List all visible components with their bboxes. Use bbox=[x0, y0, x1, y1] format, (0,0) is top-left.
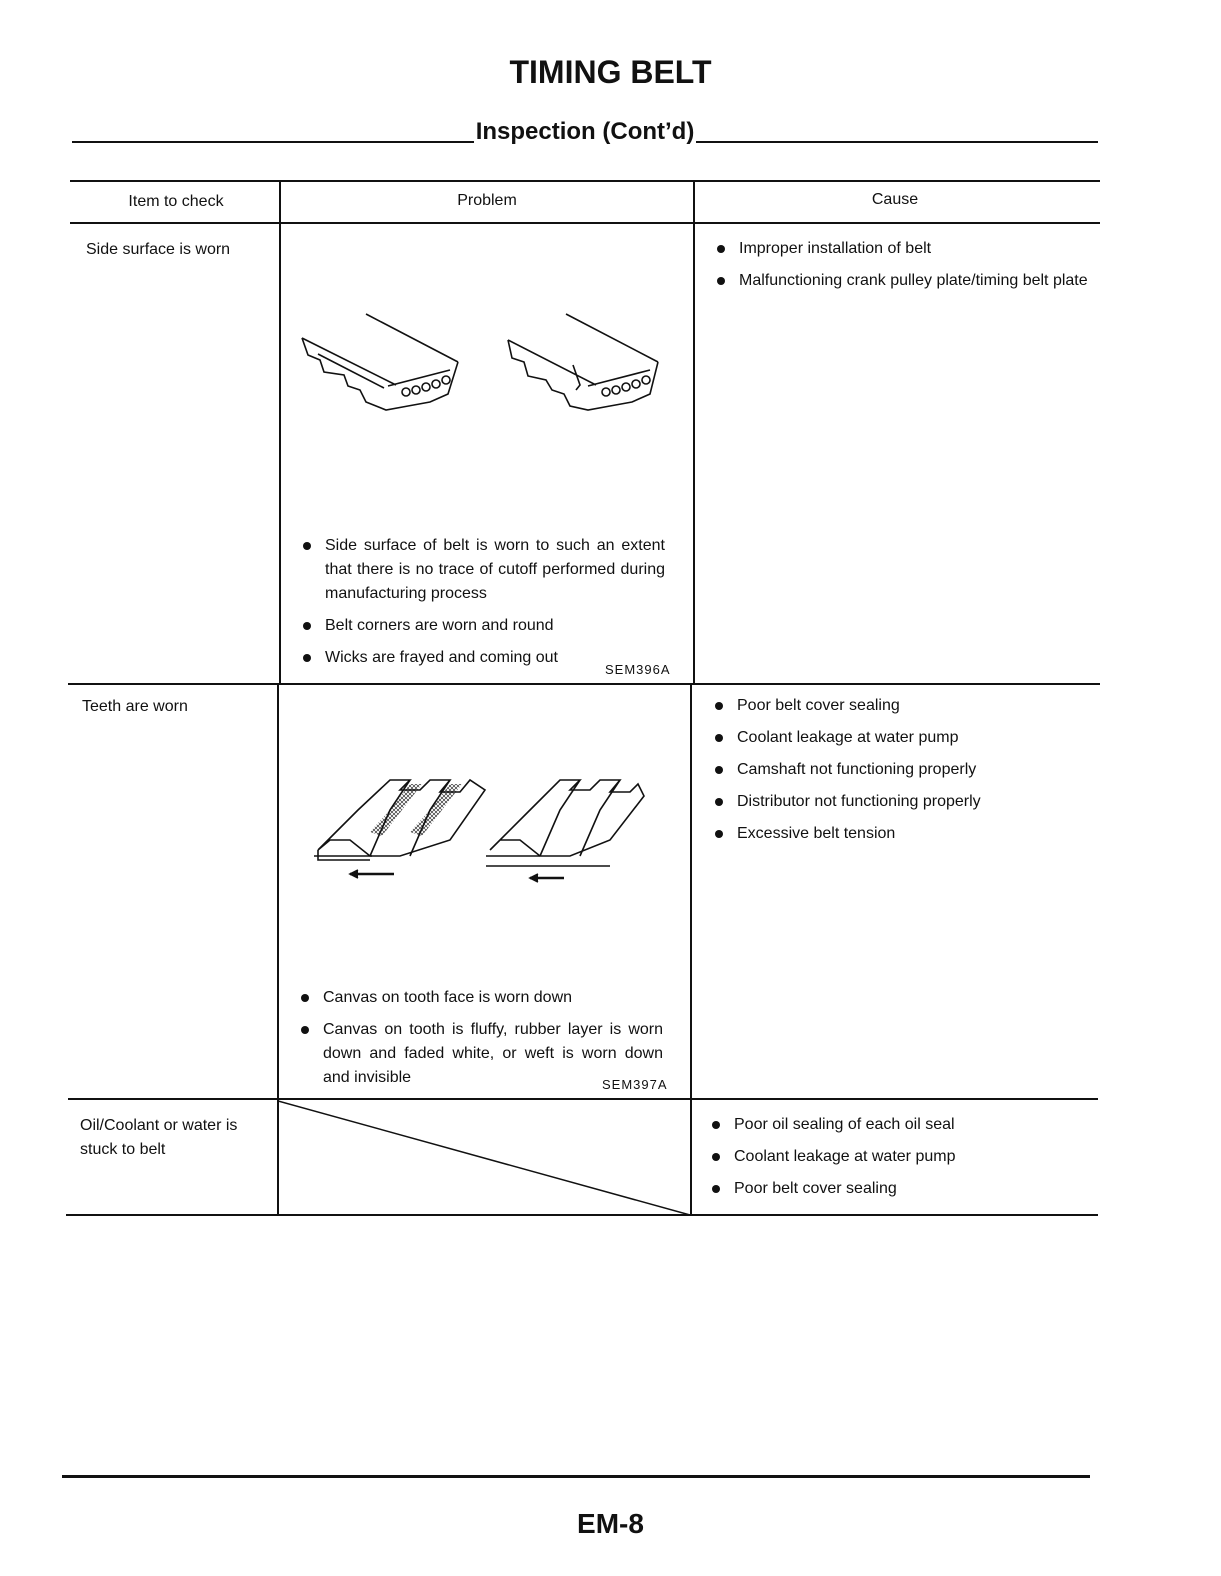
header-cause: Cause bbox=[871, 191, 919, 208]
footer-rule bbox=[62, 1475, 1090, 1478]
list-item: Coolant leakage at water pump bbox=[710, 1145, 1090, 1169]
row1-bottom-rule bbox=[68, 683, 1100, 685]
header-problem: Problem bbox=[457, 192, 517, 209]
list-item: Poor oil sealing of each oil seal bbox=[710, 1113, 1090, 1137]
section-rule-left bbox=[72, 141, 474, 143]
not-applicable-diagonal bbox=[278, 1099, 691, 1215]
row1-item: Side surface is worn bbox=[86, 241, 231, 258]
section-title: Inspection (Cont’d) bbox=[475, 118, 695, 145]
row2-item: Teeth are worn bbox=[82, 698, 188, 715]
section-heading bbox=[72, 116, 1098, 146]
list-item: Malfunctioning crank pulley plate/timing belt plate bbox=[715, 269, 1098, 293]
row1-causes bbox=[715, 237, 1098, 301]
belt-teeth-wear-figure bbox=[310, 770, 650, 885]
page-title: TIMING BELT bbox=[509, 54, 712, 90]
list-item: Distributor not functioning properly bbox=[713, 790, 1093, 814]
list-item: Improper installation of belt bbox=[715, 237, 1098, 261]
list-item: Poor belt cover sealing bbox=[713, 694, 1093, 718]
row2-causes bbox=[713, 694, 1093, 854]
row1-problems bbox=[301, 534, 665, 678]
table-top-rule bbox=[70, 180, 1100, 182]
list-item: Wicks are frayed and coming out bbox=[301, 646, 665, 670]
row3-item: Oil/Coolant or water is stuck to belt bbox=[80, 1117, 238, 1158]
row3-causes bbox=[710, 1113, 1090, 1209]
header-bottom-rule bbox=[70, 222, 1100, 224]
list-item: Camshaft not functioning properly bbox=[713, 758, 1093, 782]
page-number: EM-8 bbox=[577, 1508, 644, 1539]
list-item: Poor belt cover sealing bbox=[710, 1177, 1090, 1201]
list-item: Side surface of belt is worn to such an extent that there is no trace of cutoff performed during manufacturing process bbox=[301, 534, 665, 606]
list-item: Excessive belt tension bbox=[713, 822, 1093, 846]
header-item: Item to check bbox=[128, 193, 224, 210]
list-item: Canvas on tooth face is worn down bbox=[299, 986, 663, 1010]
figure-code: SEM397A bbox=[602, 1077, 668, 1092]
list-item: Belt corners are worn and round bbox=[301, 614, 665, 638]
figure-code: SEM396A bbox=[605, 662, 671, 677]
list-item: Canvas on tooth is fluffy, rubber layer is worn down and faded white, or weft is worn down and invisible bbox=[299, 1018, 663, 1090]
belt-side-wear-figure bbox=[298, 310, 668, 420]
column-divider-1 bbox=[279, 181, 281, 684]
list-item: Coolant leakage at water pump bbox=[713, 726, 1093, 750]
section-rule-right bbox=[696, 141, 1098, 143]
column-divider-2 bbox=[693, 181, 695, 684]
